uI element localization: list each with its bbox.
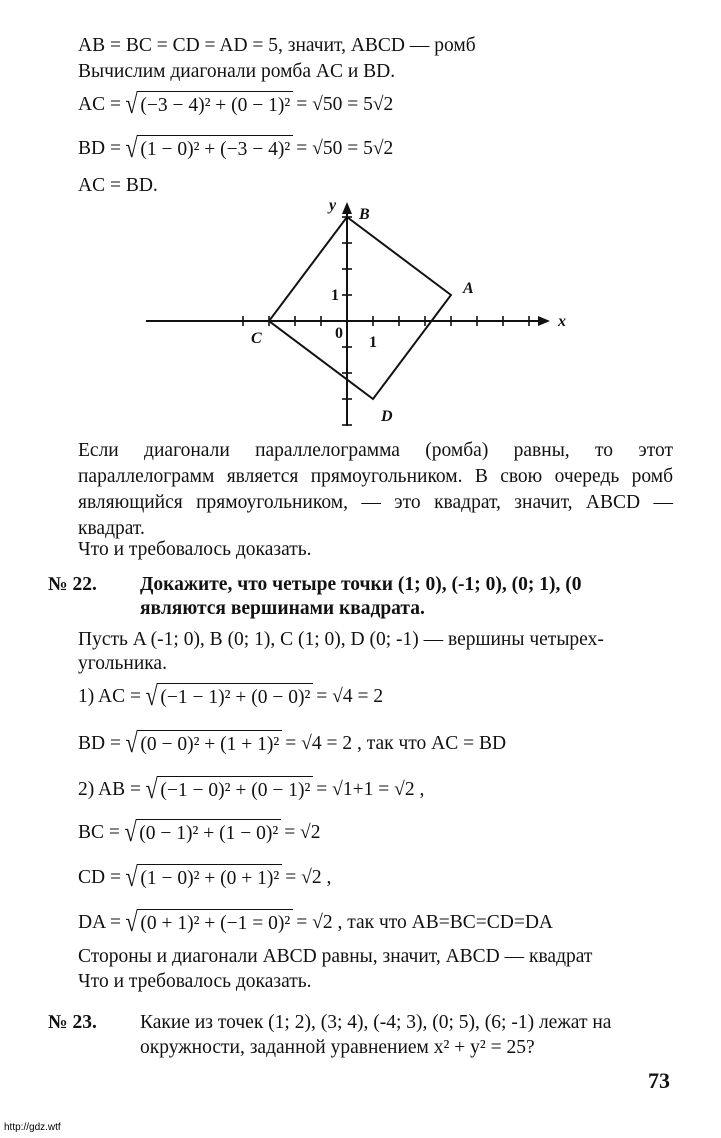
equation-rhs: = √50 = 5√2: [296, 138, 394, 159]
x-axis-label: x: [558, 313, 566, 330]
radical: √ (0 − 1)² + (1 − 0)²: [123, 819, 281, 847]
equation-rhs: = √4 = 2 , так что AC = BD: [285, 733, 507, 754]
task-number: № 23.: [48, 1012, 97, 1033]
radical: √ (−1 − 1)² + (0 − 0)²: [144, 683, 313, 711]
radical: √ (0 − 0)² + (1 + 1)²: [124, 730, 282, 758]
equation-lhs: AC =: [78, 94, 121, 115]
page-number: 73: [648, 1068, 670, 1093]
radicand: (0 − 1)² + (1 − 0)²: [136, 819, 281, 847]
line-diagonals-equal: AC = BD.: [78, 175, 158, 196]
radicand: (0 − 0)² + (1 + 1)²: [137, 730, 282, 758]
task-number: № 22.: [48, 574, 97, 595]
point-label-d: D: [381, 408, 393, 425]
equation-rhs: = √2: [284, 822, 321, 843]
equation-rhs: = √50 = 5√2: [296, 94, 394, 115]
result-line: Стороны и диагонали ABCD равны, значит, ABCD — квадрат: [78, 946, 593, 967]
equation-lhs: 2) AB =: [78, 779, 142, 800]
equation-rhs: = √2 ,: [285, 867, 332, 888]
task-statement-line-1: Докажите, что четыре точки (1; 0), (-1; 0), (0; 1), (0: [140, 574, 582, 595]
task-intro-line-2: угольника.: [78, 653, 167, 674]
equation-bd-22: [78, 727, 506, 761]
radical: √ (0 + 1)² + (−1 = 0)²: [124, 909, 293, 937]
radicand: (1 − 0)² + (0 + 1)²: [137, 864, 282, 892]
task-statement-line-1: Какие из точек (1; 2), (3; 4), (-4; 3), (0; 5), (6; -1) лежат на: [140, 1012, 612, 1033]
point-label-b: B: [359, 206, 370, 223]
rhombus-shape: [269, 217, 451, 399]
x-tick-label: 1: [369, 334, 377, 351]
task-statement-line-2: окружности, заданной уравнением x² + y² = 25?: [140, 1037, 535, 1058]
equation-bc-22: [78, 816, 321, 850]
y-axis-arrow: [342, 202, 352, 214]
equation-bd: [78, 132, 393, 166]
equation-ac-22: [78, 680, 383, 714]
equation-rhs: = √2 , так что AB=BC=CD=DA: [296, 912, 554, 933]
origin-label: 0: [335, 325, 343, 342]
equation-lhs: BC =: [78, 822, 120, 843]
radicand: (0 + 1)² + (−1 = 0)²: [137, 909, 293, 937]
equation-lhs: DA =: [78, 912, 121, 933]
radical: √ (−3 − 4)² + (0 − 1)²: [124, 91, 293, 119]
qed-line-22: Что и требовалось доказать.: [78, 971, 312, 992]
radicand: (−3 − 4)² + (0 − 1)²: [137, 91, 293, 119]
graph-labels: [251, 197, 566, 425]
task-statement-line-2: являются вершинами квадрата.: [140, 598, 425, 619]
radical: √ (−1 − 0)² + (0 − 1)²: [144, 776, 313, 804]
y-tick-label: 1: [331, 287, 339, 304]
point-label-c: C: [251, 330, 262, 347]
equation-lhs: BD =: [78, 138, 121, 159]
task-intro-line-1: Пусть A (-1; 0), B (0; 1), C (1; 0), D (0; -1) — вершины четырех-: [78, 629, 604, 650]
qed-line: Что и требовалось доказать.: [78, 539, 312, 560]
equation-lhs: 1) AC =: [78, 686, 142, 707]
equation-rhs: = √4 = 2: [316, 686, 384, 707]
radicand: (1 − 0)² + (−3 − 4)²: [137, 135, 293, 163]
radical: √ (1 − 0)² + (−3 − 4)²: [124, 135, 293, 163]
x-axis-arrow: [538, 316, 550, 326]
footer-url: http://gdz.wtf: [4, 1122, 61, 1133]
radicand: (−1 − 0)² + (0 − 1)²: [157, 776, 313, 804]
radicand: (−1 − 1)² + (0 − 0)²: [157, 683, 313, 711]
radical: √ (1 − 0)² + (0 + 1)²: [124, 864, 282, 892]
conclusion-paragraph: Если диагонали параллелограмма (ромба) равны, то этот параллелограмм является прямоугольником. В свою очередь ромб являющийся прямоугольником, — это квадрат, значит, ABCD — квадрат.: [78, 440, 673, 539]
equation-da-22: [78, 906, 553, 940]
equation-cd-22: [78, 861, 331, 895]
line-rhombus-sides: AB = BC = CD = AD = 5, значит, ABCD — ромб: [78, 35, 476, 56]
rhombus-outline: [269, 217, 451, 399]
equation-lhs: CD =: [78, 867, 121, 888]
y-axis-label: y: [329, 197, 337, 214]
coordinate-graph: [130, 190, 580, 440]
axes: [146, 202, 550, 426]
point-label-a: A: [463, 280, 474, 297]
equation-ac: [78, 88, 393, 122]
equation-lhs: BD =: [78, 733, 121, 754]
equation-rhs: = √1+1 = √2 ,: [316, 779, 425, 800]
equation-ab-22: [78, 773, 424, 807]
line-compute-diagonals: Вычислим диагонали ромба AC и BD.: [78, 61, 396, 82]
